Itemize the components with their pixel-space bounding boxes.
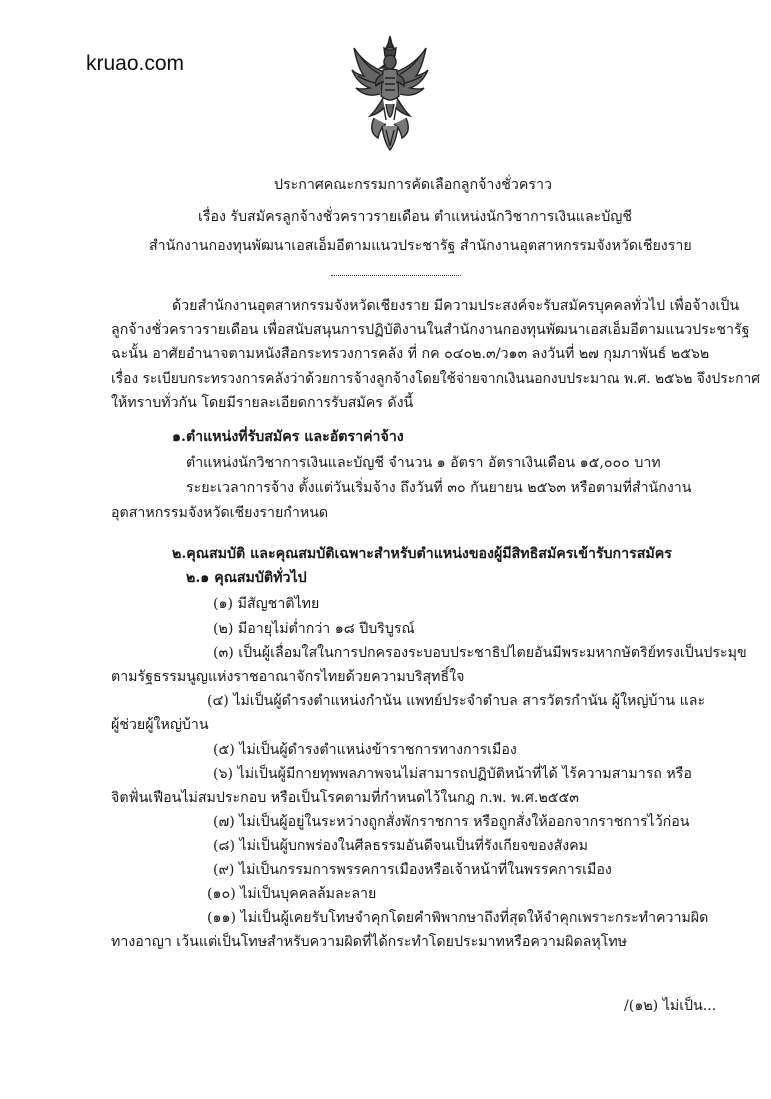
section-1-line-3: อุตสาหกรรมจังหวัดเชียงรายกำหนด [111, 505, 329, 521]
garuda-emblem-icon [350, 34, 430, 152]
qualification-item-11: (๑๑) ไม่เป็นผู้เคยรับโทษจำคุกโดยคำพิพากษาถึงที่สุดให้จำคุกเพราะกระทำความผิด [207, 910, 709, 926]
site-watermark: kruao.com [86, 52, 185, 75]
continuation-marker: /(๑๒) ไม่เป็น... [624, 998, 717, 1014]
section-1-line-1: ตำแหน่งนักวิชาการเงินและบัญชี จำนวน ๑ อัตรา อัตราเงินเดือน ๑๕,๐๐๐ บาท [186, 455, 661, 471]
section-2-heading: ๒.คุณสมบัติ และคุณสมบัติเฉพาะสำหรับตำแหน่งของผู้มีสิทธิสมัครเข้ารับการสมัคร [172, 546, 672, 562]
qualification-item-7: (๗) ไม่เป็นผู้อยู่ในระหว่างถูกสั่งพักราชการ หรือถูกสั่งให้ออกจากราชการไว้ก่อน [213, 814, 690, 830]
qualification-item-8: (๘) ไม่เป็นผู้บกพร่องในศีลธรรมอันดีจนเป็นที่รังเกียจของสังคม [213, 838, 589, 854]
intro-line-3: ฉะนั้น อาศัยอำนาจตามหนังสือกระทรวงการคลัง ที่ กค ๐๔๐๒.๓/ว๑๓ ลงวันที่ ๒๗ กุมภาพันธ์ ๒๕๖๒ [111, 346, 710, 362]
qualification-item-2: (๒) มีอายุไม่ต่ำกว่า ๑๘ ปีบริบูรณ์ [213, 621, 415, 637]
qualification-item-4: (๔) ไม่เป็นผู้ดำรงตำแหน่งกำนัน แพทย์ประจำตำบล สารวัตรกำนัน ผู้ใหญ่บ้าน และ [207, 693, 706, 709]
qualification-item-4-cont: ผู้ช่วยผู้ใหญ่บ้าน [111, 717, 209, 733]
intro-line-2: ลูกจ้างชั่วคราวรายเดือน เพื่อสนับสนุนการปฏิบัติงานในสำนักงานกองทุนพัฒนาเอสเอ็มอีตามแนวประชารัฐ [111, 322, 750, 338]
qualification-item-6-cont: จิตฟั่นเฟือนไม่สมประกอบ หรือเป็นโรคตามที่กำหนดไว้ในกฎ ก.พ. พ.ศ.๒๕๕๓ [111, 790, 579, 806]
qualification-item-9: (๙) ไม่เป็นกรรมการพรรคการเมืองหรือเจ้าหน้าที่ในพรรคการเมือง [213, 862, 612, 878]
intro-line-1: ด้วยสำนักงานอุตสาหกรรมจังหวัดเชียงราย มีความประสงค์จะรับสมัครบุคคลทั่วไป เพื่อจ้างเป็น [172, 298, 740, 314]
qualification-item-6: (๖) ไม่เป็นผู้มีกายทุพพลภาพจนไม่สามารถปฏิบัติหน้าที่ได้ ไร้ความสามารถ หรือ [213, 766, 692, 782]
section-1-heading: ๑.ตำแหน่งที่รับสมัคร และอัตราค่าจ้าง [172, 429, 404, 445]
intro-line-5: ให้ทราบทั่วกัน โดยมีรายละเอียดการรับสมัคร ดังนี้ [111, 395, 414, 411]
announcement-subject: เรื่อง รับสมัครลูกจ้างชั่วคราวรายเดือน ตำแหน่งนักวิชาการเงินและบัญชี [198, 209, 632, 225]
qualification-item-3: (๓) เป็นผู้เลื่อมใสในการปกครองระบอบประชาธิปไตยอันมีพระมหากษัตริย์ทรงเป็นประมุข [213, 645, 747, 661]
qualification-item-3-cont: ตามรัฐธรรมนูญแห่งราชอาณาจักรไทยด้วยความบริสุทธิ์ใจ [111, 669, 465, 685]
section-1-line-2: ระยะเวลาการจ้าง ตั้งแต่วันเริ่มจ้าง ถึงวันที่ ๓๐ กันยายน ๒๕๖๓ หรือตามที่สำนักงาน [186, 480, 692, 496]
qualification-item-10: (๑๐) ไม่เป็นบุคคลล้มละลาย [207, 886, 377, 902]
announcement-office: สำนักงานกองทุนพัฒนาเอสเอ็มอีตามแนวประชารัฐ สำนักงานอุตสาหกรรมจังหวัดเชียงราย [149, 238, 692, 254]
qualification-item-1: (๑) มีสัญชาติไทย [213, 596, 320, 612]
qualification-item-11-cont: ทางอาญา เว้นแต่เป็นโทษสำหรับความผิดที่ได้กระทำโดยประมาทหรือความผิดลหุโทษ [111, 934, 628, 950]
intro-line-4: เรื่อง ระเบียบกระทรวงการคลังว่าด้วยการจ้างลูกจ้างโดยใช้จ่ายจากเงินนอกงบประมาณ พ.ศ. ๒๕๖๒ จึงประกาศ [111, 371, 760, 387]
qualification-item-5: (๕) ไม่เป็นผู้ดำรงตำแหน่งข้าราชการทางการเมือง [213, 742, 517, 758]
section-2-subheading: ๒.๑ คุณสมบัติทั่วไป [186, 570, 307, 586]
announcement-title: ประกาศคณะกรรมการคัดเลือกลูกจ้างชั่วคราว [274, 177, 552, 193]
header-divider [331, 275, 461, 276]
